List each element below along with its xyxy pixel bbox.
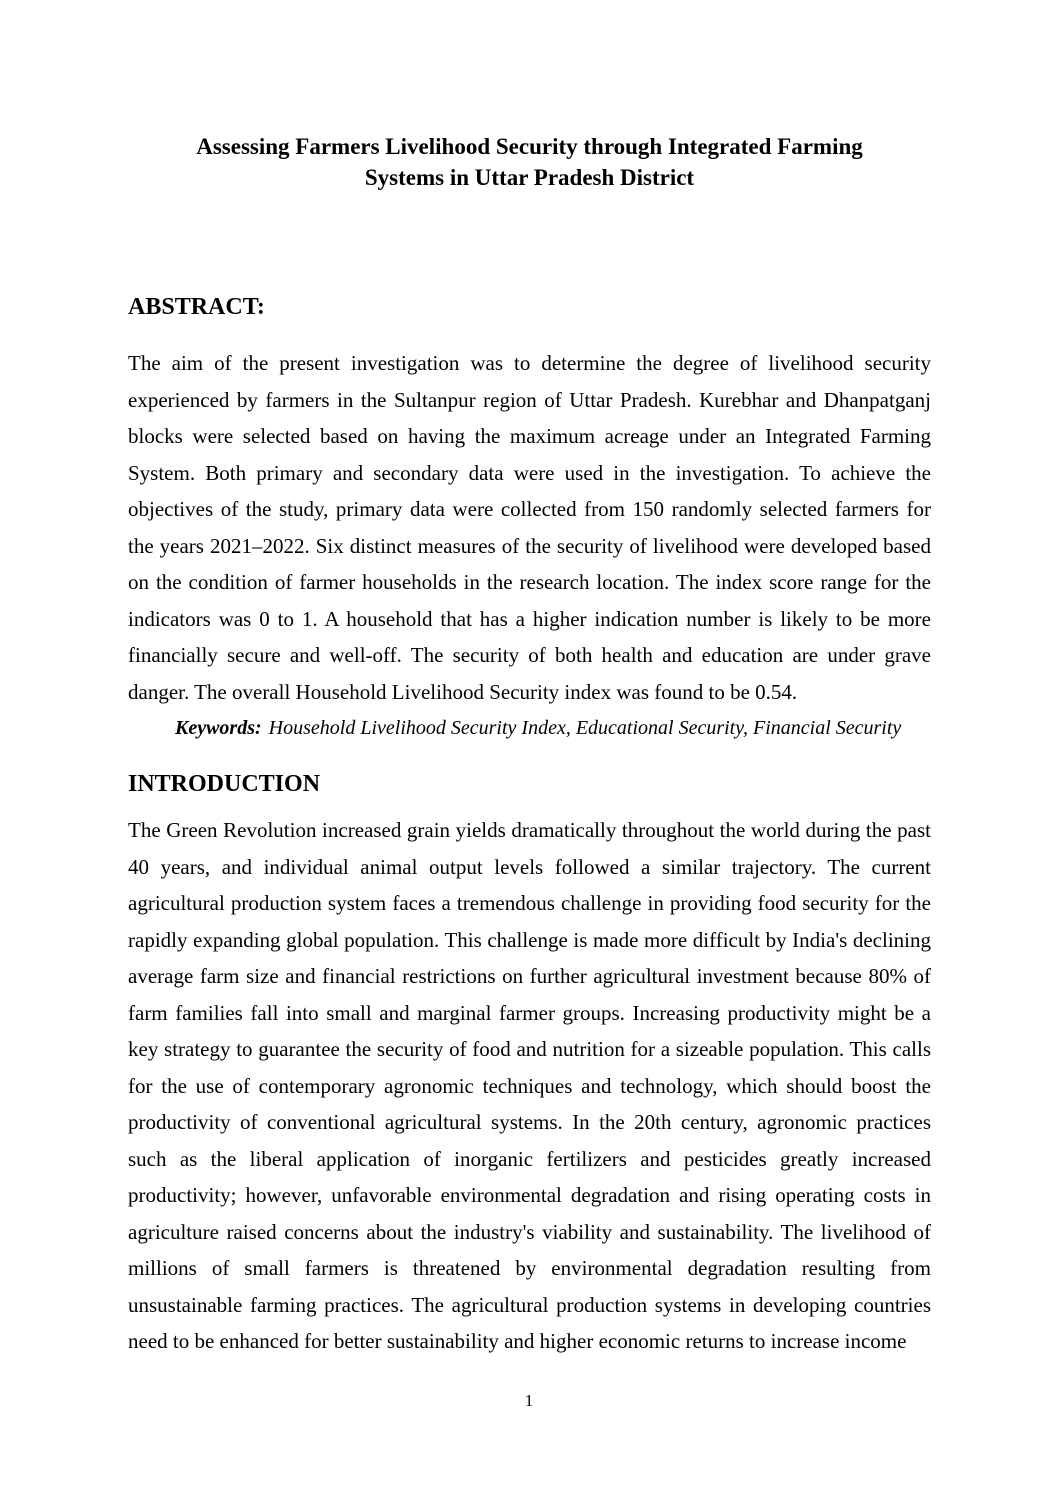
abstract-paragraph: The aim of the present investigation was to determine the degree of livelihood security experienced by farmers in the Sultanpur region of Uttar Pradesh. Kurebhar and Dhanpatganj blocks were selected based on having the maximum acreage under an Integrated Farming System. Both primary and secondary data were used in the investigation. To achieve the objectives of the study, primary data were collected from 150 randomly selected farmers for the years 2021–2022. Six distinct measures of the security of livelihood were developed based on the condition of farmer households in the research location. The index score range for the indicators was 0 to 1. A household that has a higher indication number is likely to be more financially secure and well-off. The security of both health and education are under grave danger. The overall Household Livelihood Security index was found to be 0.54. (128, 351, 931, 704)
abstract-heading: ABSTRACT: (128, 294, 265, 320)
keywords-line (128, 712, 931, 744)
paper-title: Assessing Farmers Livelihood Security through Integrated Farming Systems in Uttar Pradesh District (196, 134, 863, 190)
introduction-heading: INTRODUCTION (128, 771, 321, 797)
page-number: 1 (524, 1391, 534, 1410)
keywords-label: Keywords: (175, 717, 262, 739)
keywords-text: Household Livelihood Security Index, Educational Security, Financial Security (268, 717, 902, 739)
introduction-paragraph: The Green Revolution increased grain yields dramatically throughout the world during the past 40 years, and individual animal output levels followed a similar trajectory. The current agricultural production system faces a tremendous challenge in providing food security for the rapidly expanding global population. This challenge is made more difficult by India's declining average farm size and financial restrictions on further agricultural investment because 80% of farm families fall into small and marginal farmer groups. Increasing productivity might be a key strategy to guarantee the security of food and nutrition for a sizeable population. This calls for the use of contemporary agronomic techniques and technology, which should boost the productivity of conventional agricultural systems. In the 20th century, agronomic practices such as the liberal application of inorganic fertilizers and pesticides greatly increased productivity; however, unfavorable environmental degradation and rising operating costs in agriculture raised concerns about the industry's viability and sustainability. The livelihood of millions of small farmers is threatened by environmental degradation resulting from unsustainable farming practices. The agricultural production systems in developing countries need to be enhanced for better sustainability and higher economic returns to increase income (128, 818, 931, 1353)
